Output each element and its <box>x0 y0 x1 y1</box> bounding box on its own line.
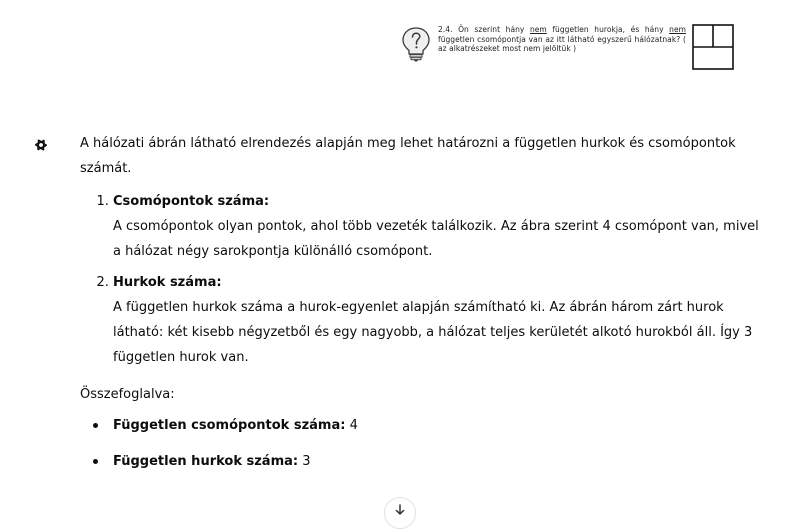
arrow-down-icon <box>394 504 406 516</box>
assistant-message <box>80 131 770 485</box>
summary-item-nodes <box>113 413 770 438</box>
summary-item-value: 3 <box>298 454 311 469</box>
network-diagram <box>692 24 734 70</box>
user-attached-image[interactable] <box>398 22 736 74</box>
step-title: 1. Csomópontok száma: <box>113 194 270 209</box>
step-item-nodes <box>113 189 770 264</box>
answer-intro: A hálózati ábrán látható elrendezés alapján meg lehet határozni a független hurkok és csomópontok számát. <box>80 136 736 176</box>
task-text: 2.4. Ön szerint hány nem független hurokja, és hány nem független csomópontja van az itt látható egyszerű hálózatnak? ( az alkatrészeket most nem jelöltük ) <box>438 25 686 54</box>
summary-item-value: 4 <box>345 418 358 433</box>
summary-list <box>80 413 770 474</box>
step-item-loops <box>113 270 770 370</box>
scroll-to-bottom-button[interactable] <box>384 497 416 529</box>
answer-steps <box>80 189 770 370</box>
user-message <box>398 22 736 74</box>
summary-item-loops <box>113 449 770 474</box>
step-body: A független hurkok száma a hurok-egyenlet alapján számítható ki. Az ábrán három zárt hurok látható: két kisebb négyzetből és egy nagyobb, a hálózat teljes kerületét alkotó hurokból áll. Így 3 független hurok van. <box>113 300 753 365</box>
step-body: A csomópontok olyan pontok, ahol több vezeték találkozik. Az ábra szerint 4 csomópont van, mivel a hálózat négy sarokpontja különálló csomópont. <box>113 219 759 259</box>
summary-item-label: Független csomópontok száma: <box>113 418 346 433</box>
lightbulb-question-icon <box>400 26 432 62</box>
summary-label: Összefoglalva: <box>80 387 175 402</box>
openai-logo-icon <box>30 134 52 156</box>
step-title: 2. Hurkok száma: <box>113 275 222 290</box>
summary-item-label: Független hurkok száma: <box>113 454 299 469</box>
